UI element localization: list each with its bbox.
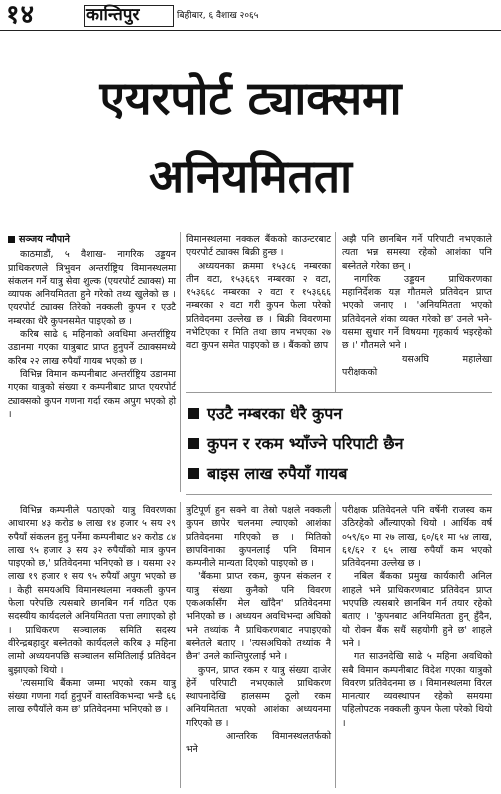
highlight-text: बाइस लाख रुपैयाँ गायब (207, 464, 348, 483)
column-rule-2 (335, 232, 336, 392)
paragraph: अझै पनि छानबिन गर्ने परिपाटी नभएकाले त्यता भन्न समस्या रहेको आशंका पनि बस्नेतले गरेका छन् । (342, 234, 492, 272)
paragraph: विभिन्न विमान कम्पनीबाट अन्तर्राष्ट्रिय उडानमा गएका यात्रुको संख्या र कम्पनीबाट प्राप्त एयरपोर्ट ट्याक्सको कुपन गणना गर्दा रकम अपुग भएको हो । (8, 368, 176, 420)
issue-date: बिहीबार, ६ वैशाख २०६५ (177, 11, 259, 21)
paragraph: यसअघि महालेखा परीक्षकको (342, 353, 492, 378)
article-column-1-continued (8, 504, 176, 717)
byline (8, 233, 176, 246)
article-column-1 (8, 233, 176, 421)
headline-line-1: एयरपोर्ट ट्याक्समा (99, 71, 402, 125)
bullet-square-icon (188, 438, 199, 449)
paragraph: विमानस्थलमा नक्कल बैंकको काउन्टरबाट एयरपोर्ट ट्याक्स बिक्री हुन्छ । (186, 234, 331, 259)
paragraph: गत साउनदेखि साढे ५ महिना अवधिको सबै विमान कम्पनीबाट विदेश गएका यात्रुको विवरण प्रतिवेदनमा छ । विमानस्थलमा विरल मानत्यार व्यवस्थापन रहेको समयमा पहिलोपटक नक्कली कुपन फेला परेको थियो । (342, 651, 492, 729)
highlight-item (188, 462, 488, 484)
byline-text: सञ्जय न्यौपाने (19, 234, 70, 245)
column-rule-3 (180, 502, 181, 788)
article-column-3-continued (342, 504, 492, 730)
paragraph: कुपन, प्राप्त रकम र यात्रु संख्या दाजेर हेर्ने परिपाटी नभएकाले प्राधिकरण स्थापनादेखि हालसम्म ठूलो रकम अनियमितता भएको आशंका अध्ययनमा गरिएको छ । (186, 664, 331, 729)
paragraph: करिब साढे ६ महिनाको अवधिमा अन्तर्राष्ट्रिय उडानमा गएका यात्रुबाट प्राप्त हुनुपर्ने ट्याक्समध्ये करिब २२ लाख रुपैयाँ गायब भएको छ । (8, 329, 176, 367)
paragraph: आन्तरिक विमानस्थलतर्फको भने (186, 731, 331, 756)
paragraph: नबिल बैंकका प्रमुख कार्यकारी अनिल शाहले भने प्राधिकरणबाट प्रतिवेदन प्राप्त भएपछि त्यसबारे छानबिन गर्न तयार रहेको बताए । 'कुपनबाट अनियमितता हुन् हुँदैन, यो रोक्न बैंक सधैं सहयोगी हुने छ' शाहले भने । (342, 571, 492, 649)
highlight-text: एउटै नम्बरका धेरै कुपन (207, 404, 343, 423)
byline-square-icon (8, 236, 15, 243)
bullet-square-icon (188, 408, 199, 419)
column-rule-1 (180, 232, 181, 492)
highlight-item (188, 402, 488, 424)
paragraph: परीक्षक प्रतिवेदनले पनि वर्षेनी राजस्व कम उठिरहेको औंल्याएको थियो । आर्थिक वर्ष ०५९/६० मा २७ लाख, ६०/६१ मा ५४ लाख, ६१/६२ र ६५ लाख रुपैयाँ कम भएको प्रतिवेदनमा उल्लेख छ । (342, 505, 492, 570)
page-number: १४ (6, 0, 36, 30)
masthead (0, 0, 501, 31)
paragraph: अध्ययनका क्रममा १५३८६ नम्बरका तीन वटा, १५३६६९ नम्बरका २ वटा, १५३६६८ नम्बरका २ वटा र १५३६६६ नम्बरका २ वटा गरी कुपन फेला परेको प्रतिवेदनमा उल्लेख छ । बिक्री विवरणमा नभेटिएका र मिति तथा छाप नभएका २७ वटा कुपन समेत पाइएको छ । बैंकको छाप (186, 260, 331, 352)
paragraph: त्रुटिपूर्ण हुन सक्ने वा तेस्रो पक्षले नक्कली कुपन छापेर चलनमा ल्याएको आशंका प्रतिवेदनमा गरिएको छ । मितिको छापविनाका कुपनलाई पनि विमान कम्पनीले मान्यता दिएको पाइएको छ । (186, 505, 331, 570)
highlight-top-rule (186, 392, 492, 393)
paragraph: विभिन्न कम्पनीले पठाएको यात्रु विवरणका आधारमा ४३ करोड ७ लाख १४ हजार ५ सय २९ रुपैयाँ संकलन हुनु पर्नेमा कम्पनीबाट ४२ करोड ८४ लाख ९५ हजार ३ सय ३२ रुपैयाँको मात्र कुपन पाइएको छ,' प्रतिवेदनमा भनिएको छ । यसमा २२ लाख १९ हजार १ सय ९५ रुपैयाँ अपुग भएको छ । केही समयअघि विमानस्थलमा नक्कली कुपन फेला परेपछि त्यसबारे छानबिन गर्न गठित एक सदस्यीय कार्यदलले अनियमितता पत्ता लगाएको हो । प्राधिकरण सञ्चालक समिति सदस्य वीरेन्द्रबहादुर बस्नेतको कार्यदलले करिब ३ महिना लामो अध्ययनपछि सञ्चालन समितिलाई प्रतिवेदन बुझाएको थियो । (8, 505, 176, 676)
bullet-square-icon (188, 468, 199, 479)
highlight-bottom-rule (186, 494, 492, 495)
article-column-2 (186, 233, 331, 353)
highlight-text: कुपन र रकम भ्याँज्ने परिपाटी छैन (207, 434, 404, 453)
paper-name: कान्तिपुर (86, 5, 140, 25)
column-rule-4 (335, 502, 336, 788)
highlight-item (188, 432, 488, 454)
article-column-3 (342, 233, 492, 379)
paragraph: 'बैंकमा प्राप्त रकम, कुपन संकलन र यात्रु संख्या कुनैको पनि विवरण एकअर्कासँग मेल खाँदैन' प्रतिवेदनमा भनिएको छ । अध्ययन अवधिभन्दा अघिको भने तथ्यांक नै प्राधिकरणबाट नपाइएको बस्नेतले बताए । 'त्यसअघिको तथ्यांक नै छैन' उनले कान्तिपुरलाई भने । (186, 571, 331, 663)
paragraph: नागरिक उड्डयन प्राधिकरणका महानिर्देशक यज्ञ गौतमले प्रतिवेदन प्राप्त भएको जनाए । 'अनियमितता भएको प्रतिवेदनले शंका व्यक्त गरेको छ' उनले भने- यसमा सुधार गर्ने विषयमा गृहकार्य भइरहेको छ ।' गौतमले भने । (342, 273, 492, 352)
paragraph: 'त्यसमाथि बैंकमा जम्मा भएको रकम यात्रु संख्या गणना गर्दा हुनुपर्ने वास्तविकभन्दा भन्डै ६६ लाख रुपैयाँले कम छ' प्रतिवेदनमा भनिएको छ । (8, 677, 176, 716)
headline-line-2: अनियमितता (148, 149, 353, 203)
article-column-2-continued (186, 504, 331, 757)
paragraph: काठमाडौं, ५ वैशाख- नागरिक उड्डयन प्राधिकरणले त्रिभुवन अन्तर्राष्ट्रिय विमानस्थलमा संकलन गर्ने यात्रु सेवा शुल्क (एयरपोर्ट ट्याक्स) मा व्यापक अनियमितता हुने गरेको तथ्य खुलेको छ । एयरपोर्ट ट्याक्स तिरेको नक्कली कुपन र एउटै नम्बरका धेरै कुपनसमेत पाइएको छ । (8, 249, 176, 327)
